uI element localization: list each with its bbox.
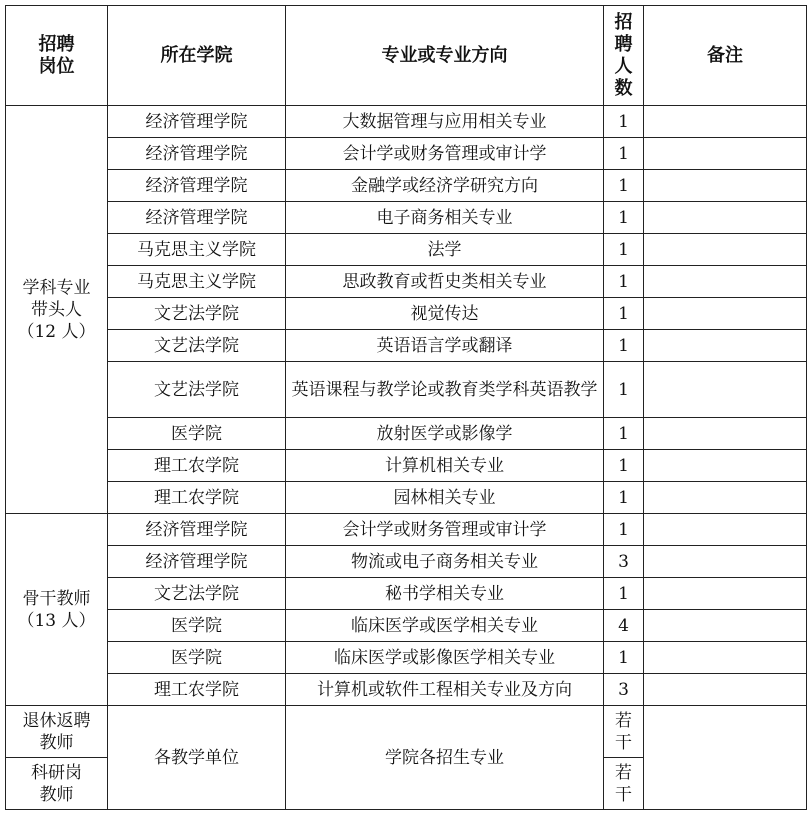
college-cell: 经济管理学院 (108, 546, 286, 578)
position-line: 带头人 (31, 299, 82, 320)
remark-cell (644, 546, 807, 578)
header-count-char: 招 (614, 11, 633, 33)
count-cell: 1 (604, 106, 644, 138)
header-count-char: 人 (614, 55, 633, 77)
major-cell: 放射医学或影像学 (286, 418, 604, 450)
count-cell: 1 (604, 642, 644, 674)
count-char: 干 (615, 732, 632, 753)
count-cell: 1 (604, 514, 644, 546)
remark-cell (644, 330, 807, 362)
major-cell: 秘书学相关专业 (286, 578, 604, 610)
major-cell: 英语语言学或翻译 (286, 330, 604, 362)
remark-cell (644, 418, 807, 450)
remark-cell (644, 266, 807, 298)
remark-cell (644, 170, 807, 202)
header-position (6, 6, 108, 106)
major-cell: 会计学或财务管理或审计学 (286, 138, 604, 170)
major-cell: 园林相关专业 (286, 482, 604, 514)
table-row (6, 170, 807, 202)
table-row (6, 610, 807, 642)
table-row (6, 418, 807, 450)
remark-cell (644, 138, 807, 170)
table-row (6, 298, 807, 330)
position-line: （12 人） (17, 321, 96, 342)
count-cell (604, 706, 644, 758)
remark-cell (644, 642, 807, 674)
position-line: 骨干教师 (22, 588, 91, 609)
position-line: 教师 (39, 784, 74, 805)
header-count (604, 6, 644, 106)
count-cell: 1 (604, 418, 644, 450)
table-row (6, 578, 807, 610)
table-row (6, 450, 807, 482)
table-row (6, 642, 807, 674)
position-cell-core-teachers (6, 514, 108, 706)
position-cell-research (6, 758, 108, 810)
table-row (6, 330, 807, 362)
count-cell: 1 (604, 202, 644, 234)
college-cell: 医学院 (108, 418, 286, 450)
table-row (6, 546, 807, 578)
remark-cell (644, 362, 807, 418)
header-count-char: 聘 (614, 33, 633, 55)
college-cell: 经济管理学院 (108, 170, 286, 202)
table-row (6, 106, 807, 138)
college-cell: 文艺法学院 (108, 298, 286, 330)
recruitment-table (5, 5, 807, 810)
table-row (6, 514, 807, 546)
remark-cell (644, 106, 807, 138)
count-char: 若 (615, 710, 632, 731)
header-count-char: 数 (614, 77, 633, 99)
count-cell: 3 (604, 674, 644, 706)
college-cell: 理工农学院 (108, 450, 286, 482)
major-cell: 会计学或财务管理或审计学 (286, 514, 604, 546)
count-cell: 1 (604, 450, 644, 482)
major-cell: 计算机相关专业 (286, 450, 604, 482)
count-cell: 1 (604, 362, 644, 418)
table-row (6, 362, 807, 418)
remark-cell (644, 482, 807, 514)
major-cell: 思政教育或哲史类相关专业 (286, 266, 604, 298)
remark-cell (644, 706, 807, 810)
count-cell: 1 (604, 578, 644, 610)
count-cell: 1 (604, 330, 644, 362)
major-cell: 法学 (286, 234, 604, 266)
major-cell: 物流或电子商务相关专业 (286, 546, 604, 578)
count-cell: 1 (604, 298, 644, 330)
college-cell: 经济管理学院 (108, 202, 286, 234)
header-college: 所在学院 (108, 6, 286, 106)
college-cell: 文艺法学院 (108, 578, 286, 610)
table-row (6, 482, 807, 514)
major-cell: 临床医学或影像医学相关专业 (286, 642, 604, 674)
header-remarks: 备注 (644, 6, 807, 106)
position-cell-retired (6, 706, 108, 758)
college-cell: 马克思主义学院 (108, 266, 286, 298)
count-cell: 3 (604, 546, 644, 578)
table-row (6, 138, 807, 170)
remark-cell (644, 674, 807, 706)
major-cell: 金融学或经济学研究方向 (286, 170, 604, 202)
position-line: 教师 (39, 732, 74, 753)
college-cell: 马克思主义学院 (108, 234, 286, 266)
header-position-line: 招聘 (38, 33, 75, 55)
remark-cell (644, 450, 807, 482)
major-cell: 电子商务相关专业 (286, 202, 604, 234)
remark-cell (644, 514, 807, 546)
header-major: 专业或专业方向 (286, 6, 604, 106)
college-cell: 经济管理学院 (108, 138, 286, 170)
count-cell: 4 (604, 610, 644, 642)
major-cell: 英语课程与教学论或教育类学科英语教学 (286, 362, 604, 418)
position-line: （13 人） (17, 610, 96, 631)
table-row (6, 202, 807, 234)
count-char: 干 (615, 784, 632, 805)
table-row (6, 266, 807, 298)
table-row (6, 674, 807, 706)
count-cell (604, 758, 644, 810)
position-line: 科研岗 (31, 762, 82, 783)
position-cell-leaders (6, 106, 108, 514)
major-cell: 计算机或软件工程相关专业及方向 (286, 674, 604, 706)
college-cell: 文艺法学院 (108, 362, 286, 418)
college-cell: 医学院 (108, 610, 286, 642)
major-cell-shared: 学院各招生专业 (286, 706, 604, 810)
major-cell: 视觉传达 (286, 298, 604, 330)
position-line: 学科专业 (22, 277, 91, 298)
remark-cell (644, 298, 807, 330)
count-char: 若 (615, 762, 632, 783)
remark-cell (644, 578, 807, 610)
table-row (6, 706, 807, 758)
college-cell: 文艺法学院 (108, 330, 286, 362)
remark-cell (644, 202, 807, 234)
major-cell: 大数据管理与应用相关专业 (286, 106, 604, 138)
remark-cell (644, 610, 807, 642)
college-cell-shared: 各教学单位 (108, 706, 286, 810)
college-cell: 经济管理学院 (108, 514, 286, 546)
major-cell: 临床医学或医学相关专业 (286, 610, 604, 642)
count-cell: 1 (604, 234, 644, 266)
count-cell: 1 (604, 482, 644, 514)
header-position-line: 岗位 (38, 55, 75, 77)
college-cell: 理工农学院 (108, 674, 286, 706)
college-cell: 理工农学院 (108, 482, 286, 514)
table-row (6, 234, 807, 266)
header-row (6, 6, 807, 106)
count-cell: 1 (604, 266, 644, 298)
count-cell: 1 (604, 170, 644, 202)
remark-cell (644, 234, 807, 266)
college-cell: 经济管理学院 (108, 106, 286, 138)
position-line: 退休返聘 (22, 710, 91, 731)
college-cell: 医学院 (108, 642, 286, 674)
count-cell: 1 (604, 138, 644, 170)
